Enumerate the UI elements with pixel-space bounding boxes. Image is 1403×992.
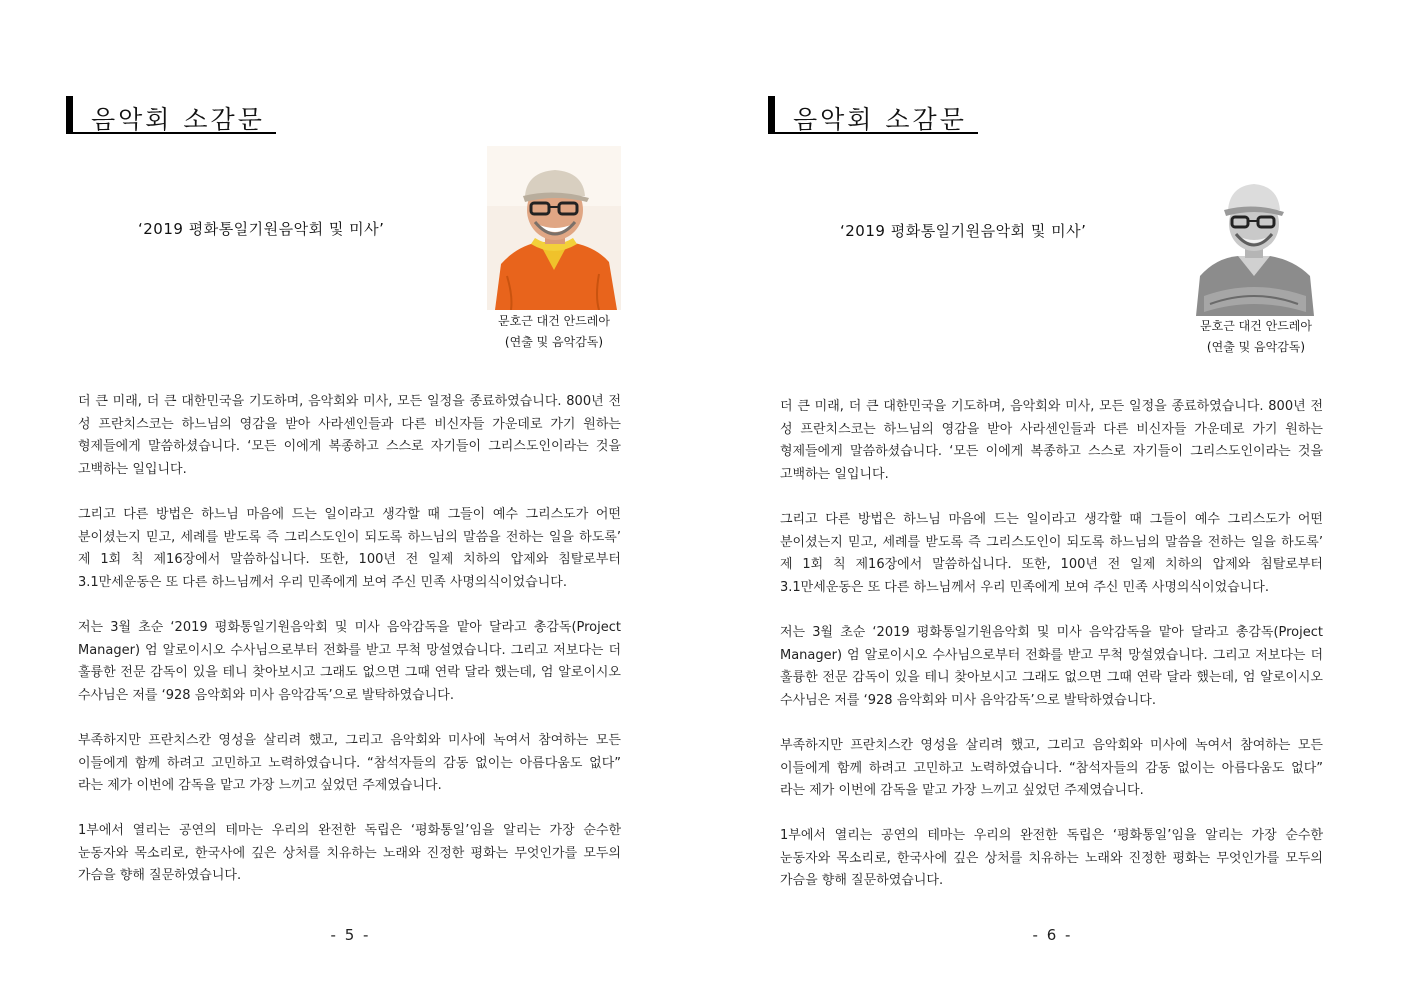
paragraph: 1부에서 열리는 공연의 테마는 우리의 완전한 독립은 ‘평화통일’임을 알리는 가장 순수한 눈동자와 목소리로, 한국사에 깊은 상처를 치유하는 노래와 진정한 평화는 무엇인가를 모두의 가슴을 향해 질문하였습니다. [780,828,1323,889]
section-title: 음악회 소감문 [91,105,265,134]
paragraph: 더 큰 미래, 더 큰 대한민국을 기도하며, 음악회와 미사, 모든 일정을 종료하였습니다. 800년 전 성 프란치스코는 하느님의 영감을 받아 사라센인들과 다른 비신자들 가운데로 가기 원하는 형제들에게 말씀하셨습니다. ‘모든 이에게 복종하고 스스로 자기들이 그리스도인이라는 것을 고백하는 일입니다. [780,399,1323,482]
page-number: - 6 - [1032,926,1073,944]
photo-caption [474,311,634,353]
caption-name: 문호근 대건 안드레아 [498,314,610,328]
article-body [780,396,1323,916]
section-title: 음악회 소감문 [793,105,967,134]
paragraph: 부족하지만 프란치스칸 영성을 살리려 했고, 그리고 음악회와 미사에 녹여서 참여하는 모든 이들에게 함께 하려고 고민하고 노력하였습니다. “참석자들의 감동 없이는 아름다움도 없다” 라는 제가 이번에 감독을 맡고 가장 느끼고 싶었던 주제였습니다. [780,737,1323,799]
paragraph: 1부에서 열리는 공연의 테마는 우리의 완전한 독립은 ‘평화통일’임을 알리는 가장 순수한 눈동자와 목소리로, 한국사에 깊은 상처를 치유하는 노래와 진정한 평화는 무엇인가를 모두의 가슴을 향해 질문하였습니다. [78,823,621,884]
portrait-photo-grayscale [1190,172,1318,316]
paragraph: 그리고 다른 방법은 하느님 마음에 드는 일이라고 생각할 때 그들이 예수 그리스도가 어떤 분이셨는지 믿고, 세례를 받도록 즉 그리스도인이 되도록 하느님의 말씀을 전하는 일을 하도록’ 제 1회 칙 제16장에서 말씀하십니다. 또한, 100년 전 일제 치하의 압제와 침탈로부터 3.1만세운동은 또 다른 하느님께서 우리 민족에게 보여 주신 민족 사명의식이었습니다. [78,506,621,590]
caption-role: (연출 및 음악감독) [1206,340,1306,354]
page-5 [0,0,701,992]
caption-role: (연출 및 음악감독) [504,335,604,349]
photo-caption [1176,316,1336,358]
page-number: - 5 - [330,926,371,944]
paragraph: 더 큰 미래, 더 큰 대한민국을 기도하며, 음악회와 미사, 모든 일정을 종료하였습니다. 800년 전 성 프란치스코는 하느님의 영감을 받아 사라센인들과 다른 비신자들 가운데로 가기 원하는 형제들에게 말씀하셨습니다. ‘모든 이에게 복종하고 스스로 자기들이 그리스도인이라는 것을 고백하는 일입니다. [78,394,621,477]
caption-name: 문호근 대건 안드레아 [1200,319,1312,333]
page-6 [702,0,1403,992]
section-title-bar [768,96,978,134]
paragraph: 그리고 다른 방법은 하느님 마음에 드는 일이라고 생각할 때 그들이 예수 그리스도가 어떤 분이셨는지 믿고, 세례를 받도록 즉 그리스도인이 되도록 하느님의 말씀을 전하는 일을 하도록’ 제 1회 칙 제16장에서 말씀하십니다. 또한, 100년 전 일제 치하의 압제와 침탈로부터 3.1만세운동은 또 다른 하느님께서 우리 민족에게 보여 주신 민족 사명의식이었습니다. [780,511,1323,595]
paragraph: 저는 3월 초순 ‘2019 평화통일기원음악회 및 미사 음악감독을 맡아 달라고 총감독(Project Manager) 엄 알로이시오 수사님으로부터 전화를 받고 무척 망설였습니다. 그리고 저보다는 더 훌륭한 전문 감독이 있을 테니 찾아보시고 그래도 없으면 그때 연락 달라 했는데, 엄 알로이시오 수사님은 저를 ‘928 음악회와 미사 음악감독’으로 발탁하였습니다. [780,624,1323,708]
article-body [78,391,621,911]
concert-subtitle: ‘2019 평화통일기원음악회 및 미사’ [138,220,385,238]
portrait-photo-color [487,146,621,310]
paragraph: 부족하지만 프란치스칸 영성을 살리려 했고, 그리고 음악회와 미사에 녹여서 참여하는 모든 이들에게 함께 하려고 고민하고 노력하였습니다. “참석자들의 감동 없이는 아름다움도 없다” 라는 제가 이번에 감독을 맡고 가장 느끼고 싶었던 주제였습니다. [78,732,621,794]
paragraph: 저는 3월 초순 ‘2019 평화통일기원음악회 및 미사 음악감독을 맡아 달라고 총감독(Project Manager) 엄 알로이시오 수사님으로부터 전화를 받고 무척 망설였습니다. 그리고 저보다는 더 훌륭한 전문 감독이 있을 테니 찾아보시고 그래도 없으면 그때 연락 달라 했는데, 엄 알로이시오 수사님은 저를 ‘928 음악회와 미사 음악감독’으로 발탁하였습니다. [78,619,621,703]
section-title-bar [66,96,276,134]
concert-subtitle: ‘2019 평화통일기원음악회 및 미사’ [840,222,1087,240]
